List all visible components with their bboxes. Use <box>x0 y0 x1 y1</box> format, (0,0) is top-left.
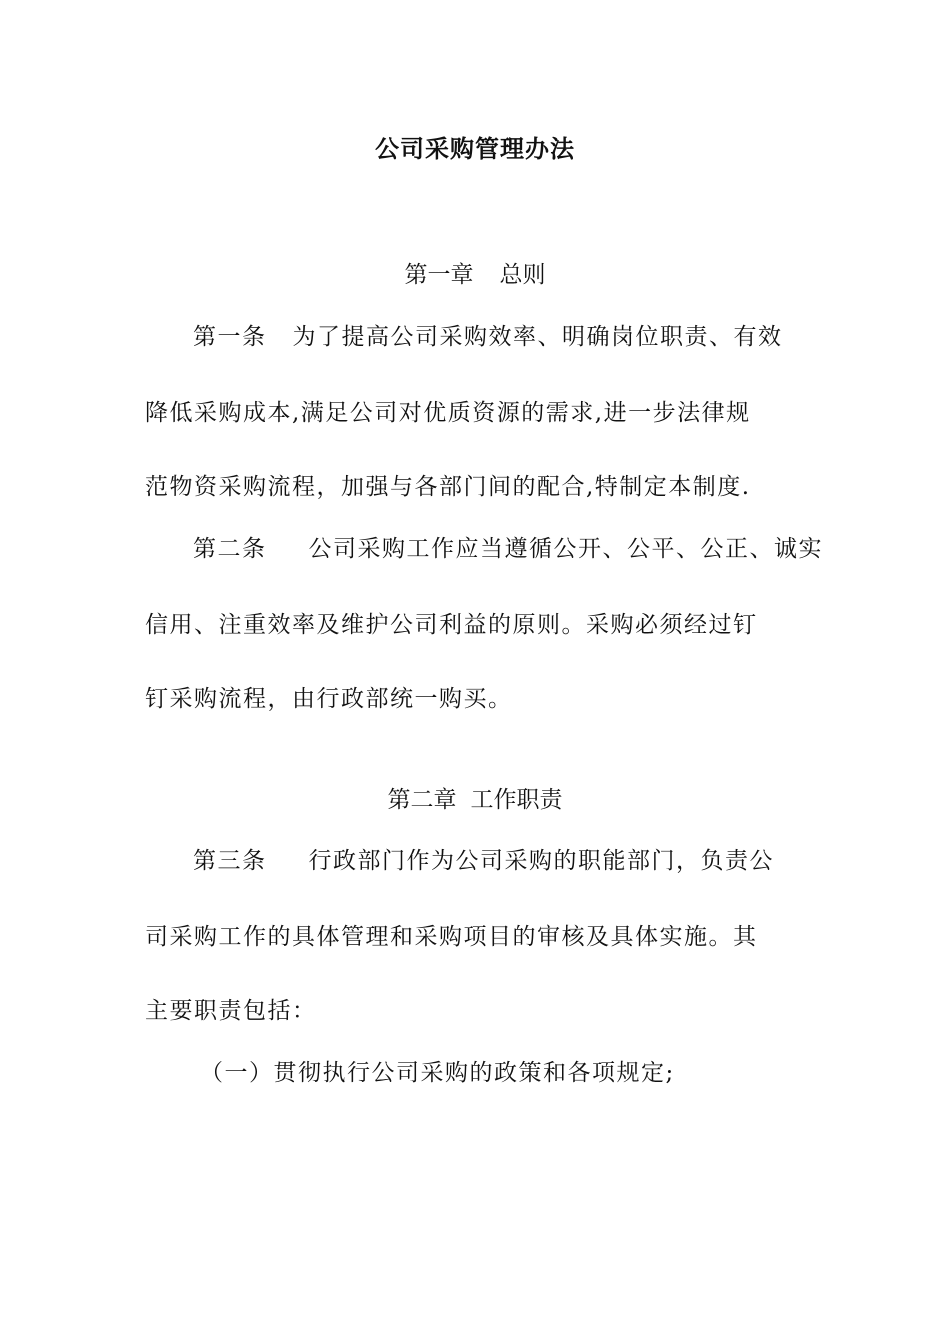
article-1-line-2: 降低采购成本,满足公司对优质资源的需求,进一步法律规 <box>145 400 751 426</box>
article-label: 第三条 <box>193 848 267 874</box>
chapter-number: 第一章 <box>404 262 474 288</box>
article-2-line-2: 信用、注重效率及维护公司利益的原则。采购必须经过钉 <box>145 612 758 638</box>
article-3-line-3: 主要职责包括： <box>145 998 317 1024</box>
chapter-number: 第二章 <box>387 787 457 813</box>
article-text: 行政部门作为公司采购的职能部门，负责公 <box>308 848 774 874</box>
chapter-name: 工作职责 <box>470 787 563 813</box>
chapter-heading-2 <box>0 783 950 817</box>
list-item-1: （一）贯彻执行公司采购的政策和各项规定; <box>200 1060 675 1086</box>
article-2-line-1 <box>193 532 863 566</box>
article-3-line-2: 司采购工作的具体管理和采购项目的审核及具体实施。其 <box>145 924 758 950</box>
article-label: 第二条 <box>193 536 267 562</box>
article-text: 公司采购工作应当遵循公开、公平、公正、诚实 <box>308 536 823 562</box>
article-2-line-3: 钉采购流程，由行政部统一购买。 <box>145 686 513 712</box>
chapter-heading-1 <box>0 258 950 292</box>
article-1-line-1 <box>193 320 863 354</box>
chapter-name: 总则 <box>499 262 546 288</box>
document-title: 公司采购管理办法 <box>375 134 575 163</box>
article-3-line-1 <box>193 844 863 878</box>
article-1-line-3: 范物资采购流程，加强与各部门间的配合,特制定本制度. <box>145 474 751 500</box>
article-label: 第一条 <box>193 324 267 350</box>
article-text: 为了提高公司采购效率、明确岗位职责、有效 <box>292 324 783 350</box>
